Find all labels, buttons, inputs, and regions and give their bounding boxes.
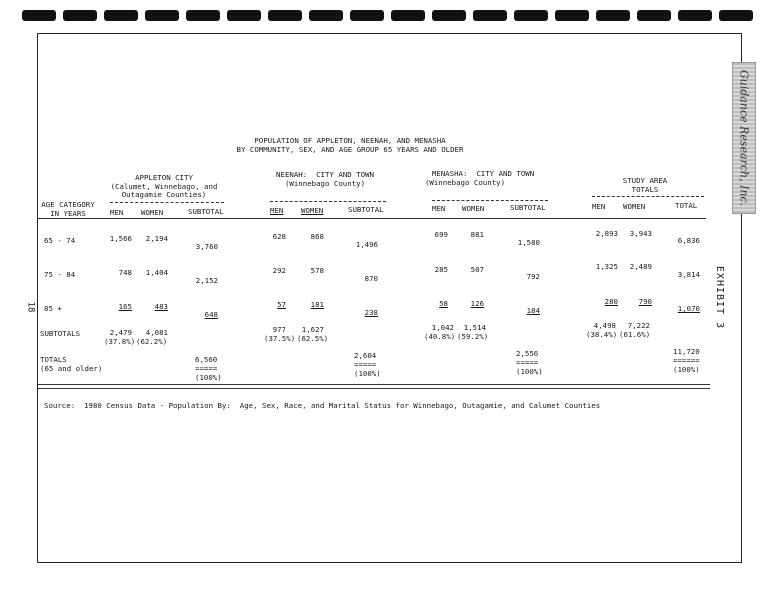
age-header-2: IN YEARS (50, 209, 86, 218)
men-women-head: WOMEN (462, 204, 485, 213)
neenah-sub: (Winnebago County) (284, 179, 366, 188)
menasha-header: MENASHA: CITY AND TOWN (431, 169, 535, 178)
appleton-sub-1: (Calumet, Winnebago, and (110, 182, 218, 191)
stu-men-head: MEN (592, 202, 606, 211)
company-stamp: Guidance Research, Inc. (732, 62, 756, 214)
neenah-header: NEENAH: CITY AND TOWN (276, 170, 374, 179)
nee-women-head: WOMEN (301, 206, 324, 215)
app-subtotal-head: SUBTOTAL (188, 207, 224, 216)
title-line-1: POPULATION OF APPLETON, NEENAH, AND MENASHA (254, 136, 446, 145)
app-women-head: WOMEN (141, 208, 164, 217)
app-men-head: MEN (110, 208, 124, 217)
study-sub: TOTALS (631, 185, 659, 194)
source-note: Source: 1980 Census Data - Population By: Age, Sex, Race, and Marital Status for Winnebago, Outagamie, and Calumet Counties (44, 401, 601, 410)
exhibit-label: EXHIBIT 3 (714, 265, 726, 330)
appleton-header: APPLETON CITY (135, 173, 193, 182)
men-men-head: MEN (432, 204, 446, 213)
page-number: 18 (25, 301, 36, 313)
nee-men-head: MEN (270, 206, 284, 215)
study-header: STUDY AREA (622, 176, 668, 185)
title-line-2: BY COMMUNITY, SEX, AND AGE GROUP 65 YEARS AND OLDER (236, 145, 464, 154)
men-subtotal-head: SUBTOTAL (510, 203, 546, 212)
stu-women-head: WOMEN (623, 202, 646, 211)
nee-subtotal-head: SUBTOTAL (348, 205, 384, 214)
stu-total-head: TOTAL (675, 201, 698, 210)
age-header-1: AGE CATEGORY (41, 200, 95, 209)
appleton-sub-2: Outagamie Counties) (121, 190, 207, 199)
menasha-sub: (Winnebago County) (424, 178, 506, 187)
